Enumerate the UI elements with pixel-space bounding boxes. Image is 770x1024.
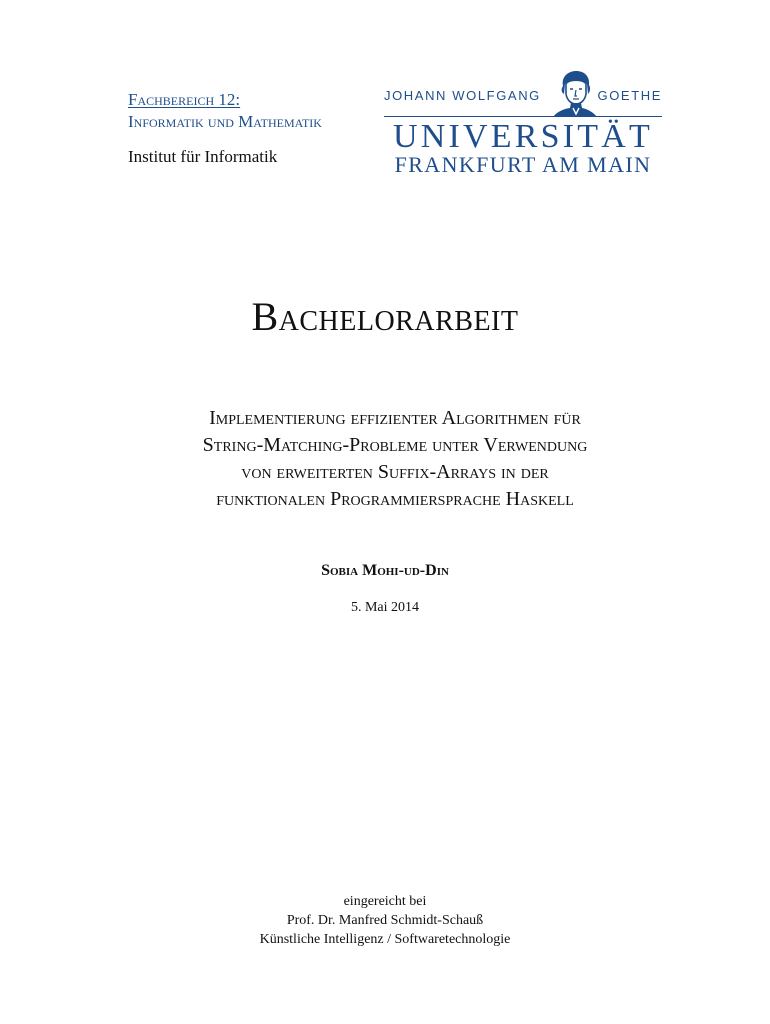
thesis-title-line: Implementierung effizienter Algorithmen für (209, 407, 581, 429)
university-logo (384, 70, 662, 178)
chair-name: Künstliche Intelligenz / Softwaretechnologie (259, 932, 511, 947)
department-name: Informatik und Mathematik (128, 112, 322, 131)
thesis-title (100, 405, 690, 513)
department-heading (128, 90, 322, 132)
submission-date: 5. Mai 2014 (350, 600, 420, 615)
submission-block (0, 892, 770, 949)
logo-upper-line (384, 88, 662, 103)
thesis-title-line: funktionalen Programmiersprache Haskell (216, 488, 574, 510)
thesis-title-line: von erweiterten Suffix-Arrays in der (241, 461, 549, 483)
thesis-title-line: String-Matching-Probleme unter Verwendung (202, 434, 588, 456)
department-number: Fachbereich 12: (128, 90, 241, 109)
logo-text-johann-wolfgang: JOHANN WOLFGANG (384, 88, 541, 103)
supervisor-name: Prof. Dr. Manfred Schmidt-Schauß (286, 913, 484, 928)
author-name: Sobia Mohi-ud-Din (321, 562, 449, 579)
submitted-to-label: eingereicht bei (343, 894, 427, 909)
logo-text-universitaet: UNIVERSITÄT (393, 118, 653, 155)
logo-text-city: FRANKFURT AM MAIN (394, 152, 652, 177)
goethe-bust-icon (547, 70, 603, 118)
logo-text-goethe: GOETHE (597, 88, 662, 103)
document-type: Bachelorarbeit (251, 294, 519, 339)
institute-name: Institut für Informatik (128, 147, 278, 166)
